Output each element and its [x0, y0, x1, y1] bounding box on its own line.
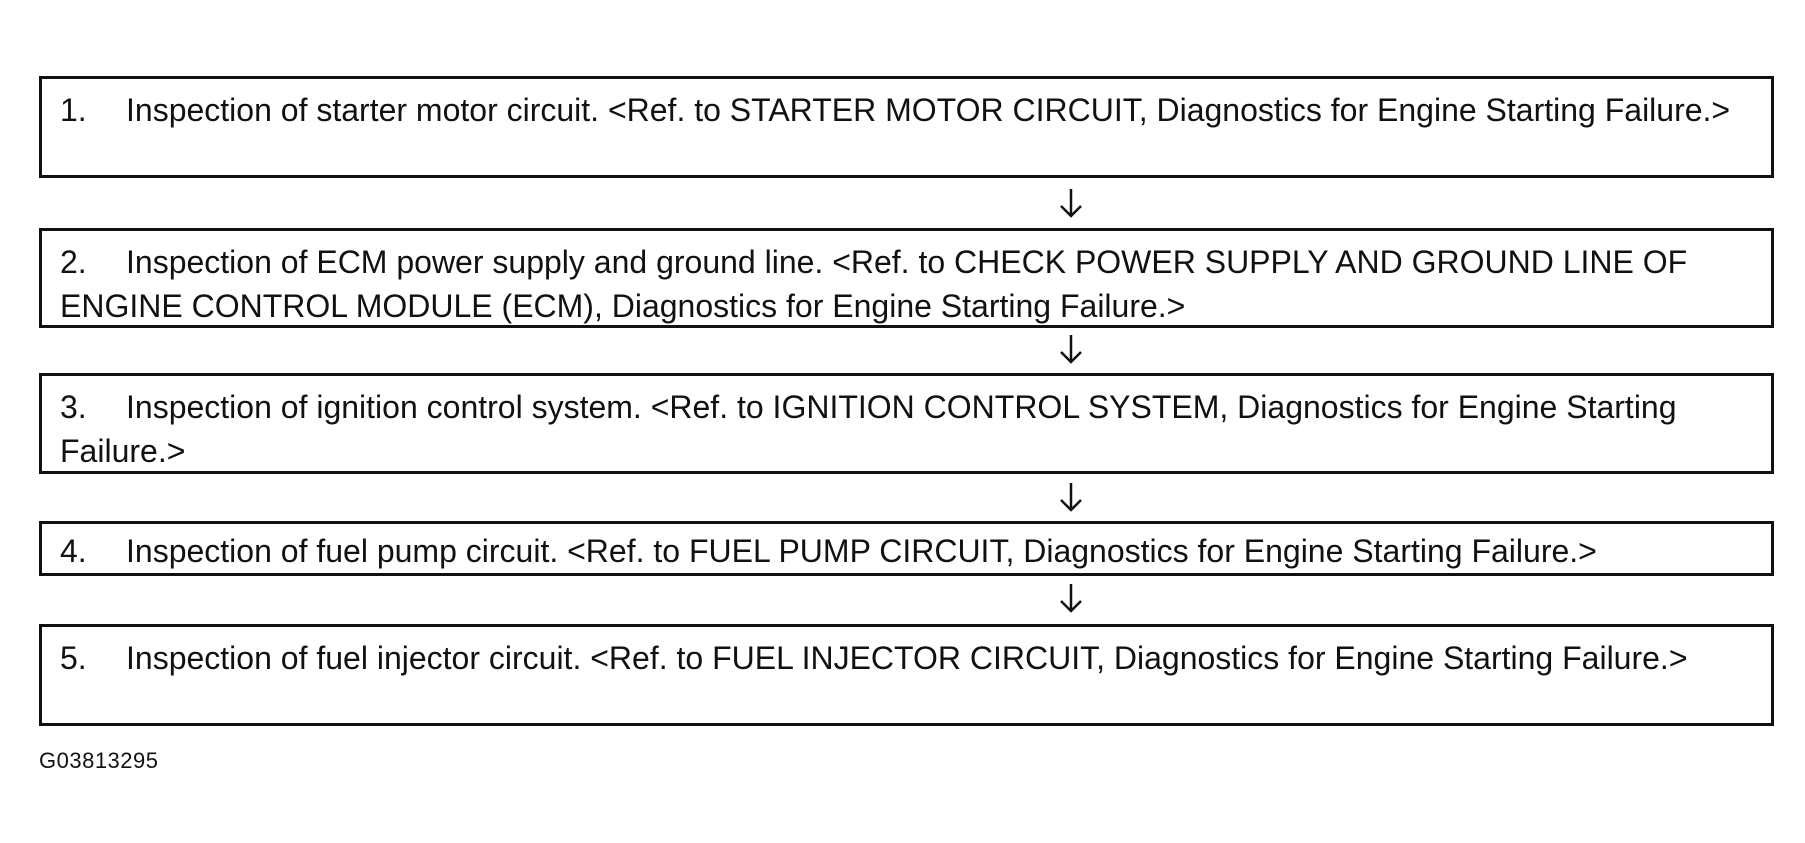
- step-text: Inspection of fuel pump circuit. <Ref. to FUEL PUMP CIRCUIT, Diagnostics for Engine Starting Failure.>: [126, 533, 1597, 569]
- down-arrow-icon: [1057, 188, 1085, 218]
- flow-step-5: [39, 624, 1774, 726]
- down-arrow-icon: [1057, 482, 1085, 512]
- step-text: Inspection of ECM power supply and ground line. <Ref. to CHECK POWER SUPPLY AND GROUND LINE OF ENGINE CONTROL MODULE (ECM), Diagnostics for Engine Starting Failure.>: [60, 244, 1688, 324]
- flow-step-1: [39, 76, 1774, 178]
- flow-step-4: [39, 521, 1774, 576]
- figure-id: G03813295: [39, 748, 159, 773]
- step-text: Inspection of fuel injector circuit. <Ref. to FUEL INJECTOR CIRCUIT, Diagnostics for Engine Starting Failure.>: [126, 640, 1688, 676]
- step-number: 5.: [60, 640, 87, 676]
- step-text: Inspection of ignition control system. <Ref. to IGNITION CONTROL SYSTEM, Diagnostics for Engine Starting Failure.>: [60, 389, 1677, 469]
- step-number: 2.: [60, 244, 87, 280]
- down-arrow-icon: [1057, 583, 1085, 613]
- flow-step-2: [39, 228, 1774, 328]
- step-number: 1.: [60, 92, 87, 128]
- step-number: 4.: [60, 533, 87, 569]
- step-text: Inspection of starter motor circuit. <Ref. to STARTER MOTOR CIRCUIT, Diagnostics for Engine Starting Failure.>: [126, 92, 1731, 128]
- down-arrow-icon: [1057, 334, 1085, 364]
- step-number: 3.: [60, 389, 87, 425]
- flow-step-3: [39, 373, 1774, 474]
